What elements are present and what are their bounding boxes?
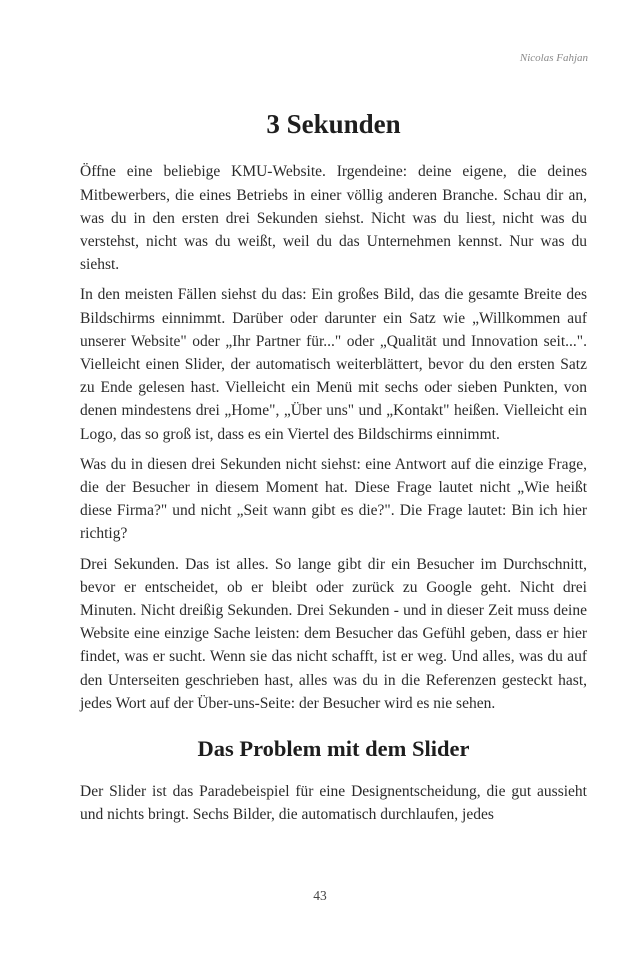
paragraph: Der Slider ist das Paradebeispiel für eine Designentscheidung, die gut aussieht und nichts bringt. Sechs Bilder, die automatisch durchlaufen, jedes (80, 783, 587, 824)
paragraph: Drei Sekunden. Das ist alles. So lange gibt dir ein Besucher im Durchschnitt, bevor er entscheidet, ob er bleibt oder zurück zu Google geht. Nicht drei Minuten. Nicht dreißig Sekunden. Drei Sekunden - und in dieser Zeit muss deine Website eine einzige Sache leisten: dem Besucher das Gefühl geben, dass er hier findet, was er sucht. Wenn sie das nicht schafft, ist er weg. Und alles, was du auf den Unterseiten geschrieben hast, alles was du in die Referenzen gesteckt hast, jedes Wort auf der Über-uns-Seite: der Besucher wird es nie sehen. (80, 555, 587, 712)
section-heading: Das Problem mit dem Slider (197, 736, 470, 762)
page-number: 43 (313, 888, 327, 903)
chapter-title: 3 Sekunden (266, 109, 401, 139)
page-content (80, 108, 587, 833)
paragraph: Öffne eine beliebige KMU-Website. Irgendeine: deine eigene, die deines Mitbewerbers, die eines Betriebs in einer völlig anderen Branche. Schau dir an, was du in den ersten drei Sekunden siehst. Nicht was du liest, nicht was du verstehst, nicht was du weißt, weil du das Unternehmen kennst. Nur was du siehst. (80, 163, 587, 274)
paragraph: In den meisten Fällen siehst du das: Ein großes Bild, das die gesamte Breite des Bildschirms einnimmt. Darüber oder darunter ein Satz wie „Willkommen auf unserer Website" oder „Ihr Partner für..." oder „Qualität und Innovation seit...". Vielleicht einen Slider, der automatisch weiterblättert, bevor du den ersten Satz zu Ende gelesen hast. Vielleicht ein Menü mit sechs oder sieben Punkten, von denen mindestens drei „Home", „Über uns" und „Kontakt" heißen. Vielleicht ein Logo, das so groß ist, dass es ein Viertel des Bildschirms einnimmt. (80, 286, 587, 443)
running-header-author: Nicolas Fahjan (519, 52, 588, 64)
paragraph: Was du in diesen drei Sekunden nicht siehst: eine Antwort auf die einzige Frage, die der Besucher in diesem Moment hat. Diese Frage lautet nicht „Wie heißt diese Firma?" und nicht „Seit wann gibt es die?". Die Frage lautet: Bin ich hier richtig? (80, 455, 587, 543)
